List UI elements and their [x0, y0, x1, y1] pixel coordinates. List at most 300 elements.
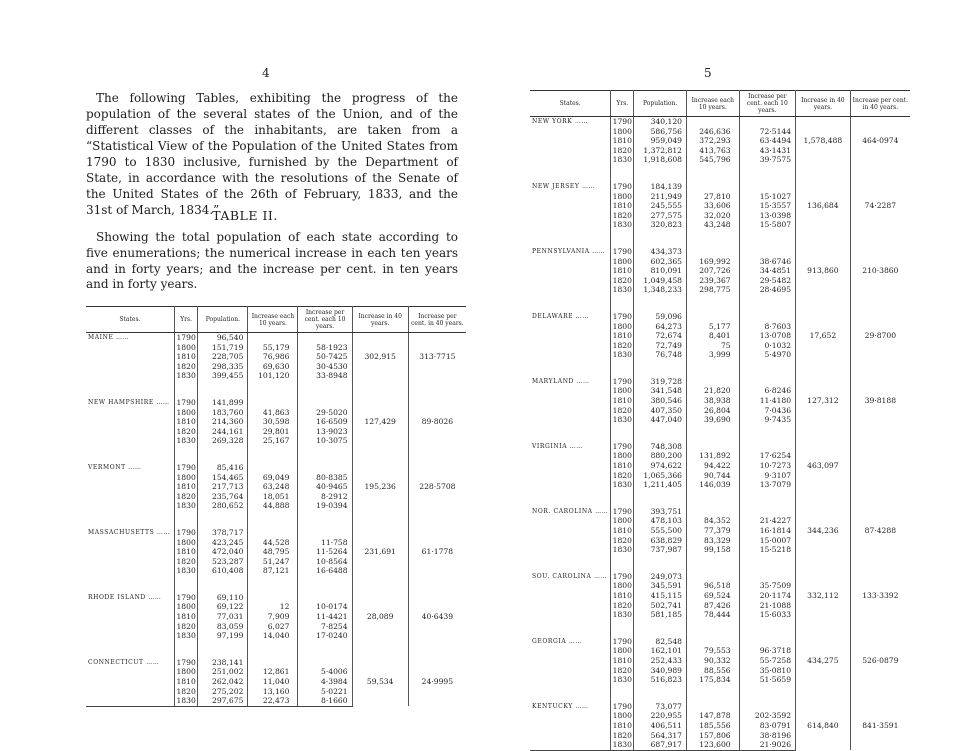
- increase-pct-cell: [298, 658, 352, 668]
- population-cell: 262,042: [198, 677, 248, 687]
- increase-pct-cell: 0·1032: [739, 341, 795, 351]
- state-name-blank: [86, 436, 174, 446]
- state-name-blank: [530, 471, 611, 481]
- spacer-cell: [850, 555, 910, 572]
- spacer-cell: [634, 295, 687, 312]
- year-cell: 1810: [612, 136, 632, 146]
- year-cell: 1830: [612, 740, 632, 750]
- spacer-cell: [611, 620, 634, 637]
- header-increase-pct: Increase per cent. each 10 years.: [739, 91, 795, 117]
- increase-pct-cell: 40·9465: [298, 482, 352, 492]
- year-cell: 1790: [612, 246, 632, 256]
- increase-pct-cell: 30·4530: [298, 362, 352, 372]
- state-name-blank: [530, 591, 611, 601]
- state-name-blank: [530, 211, 611, 221]
- state-spacer: [530, 165, 910, 182]
- increase-pct-cell: 28·4695: [739, 285, 795, 295]
- increase-pct-cell: [298, 463, 352, 473]
- population-cell: 59,096: [634, 312, 687, 322]
- spacer-cell: [298, 576, 352, 593]
- state-name: DELAWARE ……: [532, 312, 589, 320]
- year-cell: 1820: [612, 340, 632, 350]
- table-row: [530, 312, 910, 322]
- left-page: [0, 0, 490, 708]
- population-cell: 502,741: [634, 601, 687, 611]
- population-cell: 610,408: [198, 566, 248, 576]
- increase-pct-cell: 4·3984: [298, 677, 352, 687]
- year-cell: 1790: [612, 376, 632, 386]
- spacer-cell: [687, 685, 740, 702]
- increase-cell: 69,630: [248, 362, 298, 372]
- table-row: [530, 182, 910, 192]
- state-spacer: [530, 685, 910, 702]
- population-cell: 217,713: [198, 482, 248, 492]
- state-name-blank: [530, 341, 611, 351]
- increase-cell: 96,518: [687, 581, 740, 591]
- table-row: [530, 442, 910, 452]
- spacer-cell: [611, 490, 634, 507]
- table-header-row: [530, 91, 910, 117]
- increase-pct-40-cell: 89·8026: [421, 417, 454, 427]
- increase-40-cell: 332,112: [796, 572, 851, 620]
- spacer-cell: [530, 165, 611, 182]
- year-cell: 1820: [174, 622, 197, 632]
- increase-cell: 131,892: [687, 451, 740, 461]
- state-name-blank: [86, 501, 174, 511]
- state-name-blank: [530, 656, 611, 666]
- population-cell: 393,751: [634, 507, 687, 517]
- increase-cell: 101,120: [248, 371, 298, 381]
- table-row: [530, 247, 910, 257]
- increase-cell: [687, 312, 740, 322]
- increase-40-cell: 231,691: [352, 528, 408, 576]
- increase-pct-40-cell: [850, 442, 910, 490]
- population-table-left: [86, 306, 466, 707]
- state-name-blank: [86, 343, 174, 353]
- increase-pct-cell: 13·0708: [739, 331, 795, 341]
- table-title: TABLE II.: [212, 208, 278, 223]
- increase-cell: 33,606: [687, 201, 740, 211]
- increase-cell: [687, 117, 740, 127]
- increase-pct-cell: 50·7425: [298, 352, 352, 362]
- increase-pct-cell: 8·2912: [298, 492, 352, 502]
- increase-pct-cell: 21·1088: [739, 601, 795, 611]
- year-cell: 1820: [174, 557, 197, 567]
- state-name-blank: [86, 557, 174, 567]
- state-name-blank: [530, 331, 611, 341]
- increase-cell: 298,775: [687, 285, 740, 295]
- spacer-cell: [86, 641, 174, 658]
- spacer-cell: [352, 381, 408, 398]
- population-cell: 77,031: [198, 612, 248, 622]
- increase-cell: 239,367: [687, 276, 740, 286]
- population-cell: 423,245: [198, 538, 248, 548]
- increase-cell: [248, 528, 298, 538]
- increase-40-cell: 302,915: [352, 333, 408, 381]
- increase-pct-cell: 34·4851: [739, 266, 795, 276]
- increase-pct-cell: [739, 442, 795, 452]
- spacer-cell: [611, 425, 634, 442]
- increase-cell: 90,332: [687, 656, 740, 666]
- spacer-cell: [739, 425, 795, 442]
- increase-pct-cell: 10·0174: [298, 602, 352, 612]
- state-name-blank: [530, 386, 611, 396]
- state-name-blank: [86, 427, 174, 437]
- state-name-blank: [530, 136, 611, 146]
- year-cell: 1800: [612, 321, 632, 331]
- table-row: [530, 377, 910, 387]
- state-name-blank: [530, 257, 611, 267]
- spacer-cell: [796, 490, 851, 507]
- year-cell: 1830: [174, 696, 197, 706]
- population-cell: 340,989: [634, 666, 687, 676]
- header-increase-40: Increase in 40 years.: [352, 307, 408, 333]
- increase-pct-40-cell: 464·0974: [862, 136, 899, 146]
- population-cell: 345,591: [634, 581, 687, 591]
- spacer-cell: [850, 685, 910, 702]
- population-cell: 737,987: [634, 545, 687, 555]
- increase-pct-cell: 11·4421: [298, 612, 352, 622]
- table-row: [86, 658, 466, 668]
- state-name-blank: [530, 526, 611, 536]
- population-cell: 1,065,366: [634, 471, 687, 481]
- population-cell: 1,049,458: [634, 276, 687, 286]
- spacer-cell: [198, 381, 248, 398]
- population-cell: 1,372,812: [634, 146, 687, 156]
- increase-pct-40-cell: 210·3860: [862, 266, 899, 276]
- spacer-cell: [850, 490, 910, 507]
- increase-pct-cell: [739, 247, 795, 257]
- spacer-cell: [687, 425, 740, 442]
- population-cell: 974,622: [634, 461, 687, 471]
- increase-cell: 372,293: [687, 136, 740, 146]
- spacer-cell: [86, 511, 174, 528]
- increase-pct-cell: 29·5020: [298, 408, 352, 418]
- state-name-blank: [530, 536, 611, 546]
- year-cell: 1830: [612, 285, 632, 295]
- population-cell: 1,348,233: [634, 285, 687, 295]
- spacer-cell: [739, 360, 795, 377]
- population-cell: 415,115: [634, 591, 687, 601]
- population-cell: 280,652: [198, 501, 248, 511]
- year-cell: 1820: [174, 362, 197, 372]
- year-cell: 1790: [174, 593, 197, 603]
- spacer-cell: [530, 425, 611, 442]
- table-row: [86, 463, 466, 473]
- header-increase-pct-40: Increase per cent. in 40 years.: [850, 91, 910, 117]
- spacer-cell: [739, 490, 795, 507]
- increase-pct-40-cell: 87·4288: [864, 526, 897, 535]
- population-cell: 76,748: [634, 350, 687, 360]
- table-row: [530, 637, 910, 647]
- increase-40-cell: 463,097: [796, 442, 851, 490]
- increase-cell: 83,329: [687, 536, 740, 546]
- spacer-cell: [796, 230, 851, 247]
- year-cell: 1830: [612, 220, 632, 230]
- increase-pct-cell: 16·6488: [298, 566, 352, 576]
- population-cell: 72,674: [634, 331, 687, 341]
- year-cell: 1800: [612, 386, 632, 396]
- spacer-cell: [248, 511, 298, 528]
- year-cell: 1810: [612, 655, 632, 665]
- year-cell: 1800: [612, 581, 632, 591]
- spacer-cell: [298, 511, 352, 528]
- spacer-cell: [408, 511, 466, 528]
- state-name: VERMONT ……: [88, 463, 142, 471]
- header-increase-pct: Increase per cent. each 10 years.: [298, 307, 352, 333]
- spacer-cell: [174, 641, 197, 658]
- state-name-blank: [86, 371, 174, 381]
- state-name-blank: [86, 547, 174, 557]
- increase-cell: 146,039: [687, 480, 740, 490]
- state-name-blank: [530, 146, 611, 156]
- state-name-blank: [86, 362, 174, 372]
- increase-pct-cell: 80·8385: [298, 473, 352, 483]
- increase-pct-cell: 35·7509: [739, 581, 795, 591]
- population-cell: 251,002: [198, 667, 248, 677]
- increase-pct-cell: 15·5807: [739, 220, 795, 230]
- increase-cell: 99,158: [687, 545, 740, 555]
- population-cell: 581,185: [634, 610, 687, 620]
- year-cell: 1800: [174, 667, 197, 677]
- state-spacer: [86, 641, 466, 658]
- population-cell: 1,918,608: [634, 155, 687, 165]
- year-cell: 1810: [612, 461, 632, 471]
- year-cell: 1800: [612, 646, 632, 656]
- year-cell: 1790: [612, 701, 632, 711]
- increase-cell: 413,763: [687, 146, 740, 156]
- increase-cell: 78,444: [687, 610, 740, 620]
- increase-40-cell: 127,312: [796, 377, 851, 425]
- table-row: [86, 528, 466, 538]
- state-name: VIRGINIA ……: [532, 442, 583, 450]
- header-population: Population.: [198, 307, 248, 333]
- spacer-cell: [530, 490, 611, 507]
- spacer-cell: [850, 360, 910, 377]
- increase-pct-40-cell: 39·8188: [864, 396, 897, 406]
- state-name: GEORGIA ……: [532, 637, 583, 645]
- population-cell: 82,548: [634, 637, 687, 647]
- population-cell: 64,273: [634, 322, 687, 332]
- state-name-blank: [530, 646, 611, 656]
- spacer-cell: [796, 620, 851, 637]
- spacer-cell: [198, 641, 248, 658]
- increase-cell: 30,598: [248, 417, 298, 427]
- spacer-cell: [634, 425, 687, 442]
- increase-pct-cell: 15·6033: [739, 610, 795, 620]
- increase-pct-cell: 21·9026: [739, 740, 795, 750]
- population-cell: 235,764: [198, 492, 248, 502]
- state-name-blank: [530, 201, 611, 211]
- year-cell: 1830: [174, 371, 197, 381]
- increase-cell: 26,804: [687, 406, 740, 416]
- increase-pct-40-cell: 29·8700: [864, 331, 897, 341]
- state-spacer: [530, 425, 910, 442]
- population-cell: 249,073: [634, 572, 687, 582]
- population-cell: 83,059: [198, 622, 248, 632]
- year-cell: 1790: [174, 398, 197, 408]
- year-cell: 1830: [174, 631, 197, 641]
- year-cell: 1830: [612, 675, 632, 685]
- population-cell: 214,360: [198, 417, 248, 427]
- increase-pct-cell: 10·7273: [739, 461, 795, 471]
- state-name-blank: [86, 631, 174, 641]
- increase-pct-40-cell: 526·0879: [862, 655, 899, 665]
- state-name: PENNSYLVANIA ……: [532, 247, 606, 255]
- spacer-cell: [796, 165, 851, 182]
- year-cell: 1810: [612, 590, 632, 600]
- population-cell: 97,199: [198, 631, 248, 641]
- state-name-blank: [530, 276, 611, 286]
- year-cell: 1810: [612, 266, 632, 276]
- state-name-blank: [530, 350, 611, 360]
- table-row: [86, 398, 466, 408]
- year-cell: 1830: [612, 155, 632, 165]
- year-cell: 1810: [174, 352, 197, 362]
- increase-pct-cell: 35·0810: [739, 666, 795, 676]
- population-cell: 472,040: [198, 547, 248, 557]
- increase-pct-cell: 5·4006: [298, 667, 352, 677]
- table-row: [530, 507, 910, 517]
- population-cell: 880,200: [634, 451, 687, 461]
- population-cell: 162,101: [634, 646, 687, 656]
- year-cell: 1790: [174, 528, 197, 538]
- state-name-blank: [86, 622, 174, 632]
- increase-cell: [248, 593, 298, 603]
- state-name-blank: [530, 451, 611, 461]
- increase-cell: 38,938: [687, 396, 740, 406]
- spacer-cell: [850, 425, 910, 442]
- population-cell: 154,465: [198, 473, 248, 483]
- state-name-blank: [530, 220, 611, 230]
- population-cell: 319,728: [634, 377, 687, 387]
- state-name-blank: [530, 155, 611, 165]
- state-name-blank: [86, 667, 174, 677]
- spacer-cell: [739, 555, 795, 572]
- population-cell: 447,040: [634, 415, 687, 425]
- increase-cell: 12,861: [248, 667, 298, 677]
- year-cell: 1800: [612, 256, 632, 266]
- population-cell: 69,110: [198, 593, 248, 603]
- state-spacer: [530, 295, 910, 312]
- year-cell: 1800: [174, 538, 197, 548]
- year-cell: 1830: [612, 610, 632, 620]
- state-name: MAINE ……: [88, 334, 130, 341]
- spacer-cell: [198, 511, 248, 528]
- state-name: MASSACHUSETTS ……: [88, 528, 171, 536]
- population-cell: 184,139: [634, 182, 687, 192]
- population-cell: 183,760: [198, 408, 248, 418]
- population-cell: 478,103: [634, 516, 687, 526]
- spacer-cell: [198, 446, 248, 463]
- state-name-blank: [86, 566, 174, 576]
- population-cell: 73,077: [634, 702, 687, 712]
- spacer-cell: [408, 381, 466, 398]
- year-cell: 1820: [174, 492, 197, 502]
- state-name-blank: [530, 516, 611, 526]
- increase-cell: 14,040: [248, 631, 298, 641]
- increase-pct-cell: 15·3557: [739, 201, 795, 211]
- header-increase-40: Increase in 40 years.: [796, 91, 851, 117]
- spacer-cell: [611, 555, 634, 572]
- increase-cell: 27,810: [687, 192, 740, 202]
- spacer-cell: [174, 576, 197, 593]
- population-cell: 378,717: [198, 528, 248, 538]
- header-population: Population.: [634, 91, 687, 117]
- population-cell: 748,308: [634, 442, 687, 452]
- increase-cell: 18,051: [248, 492, 298, 502]
- spacer-cell: [634, 555, 687, 572]
- year-cell: 1800: [612, 126, 632, 136]
- state-name-blank: [530, 396, 611, 406]
- increase-cell: 87,426: [687, 601, 740, 611]
- increase-pct-cell: 55·7258: [739, 656, 795, 666]
- spacer-cell: [86, 446, 174, 463]
- spacer-cell: [298, 381, 352, 398]
- year-cell: 1810: [174, 417, 197, 427]
- spacer-cell: [739, 165, 795, 182]
- increase-pct-cell: [298, 528, 352, 538]
- state-name-blank: [530, 127, 611, 137]
- increase-pct-cell: 13·0398: [739, 211, 795, 221]
- header-increase-pct-40: Increase per cent. in 40 years.: [408, 307, 466, 333]
- state-name-blank: [86, 482, 174, 492]
- increase-cell: [687, 507, 740, 517]
- spacer-cell: [687, 620, 740, 637]
- spacer-cell: [796, 555, 851, 572]
- year-cell: 1820: [612, 275, 632, 285]
- increase-cell: 69,049: [248, 473, 298, 483]
- increase-cell: 84,352: [687, 516, 740, 526]
- increase-pct-cell: 7·8254: [298, 622, 352, 632]
- increase-pct-cell: 17·6254: [739, 451, 795, 461]
- state-name-blank: [86, 696, 174, 706]
- spacer-cell: [530, 555, 611, 572]
- increase-pct-cell: [739, 182, 795, 192]
- header-increase-each: Increase each 10 years.: [248, 307, 298, 333]
- table-row: [530, 702, 910, 712]
- year-cell: 1790: [612, 311, 632, 321]
- spacer-cell: [634, 360, 687, 377]
- increase-cell: [687, 247, 740, 257]
- spacer-cell: [850, 230, 910, 247]
- increase-cell: 185,556: [687, 721, 740, 731]
- year-cell: 1810: [612, 331, 632, 341]
- state-name-blank: [530, 285, 611, 295]
- state-name-blank: [530, 675, 611, 685]
- state-name-blank: [530, 461, 611, 471]
- spacer-cell: [611, 295, 634, 312]
- spacer-cell: [611, 165, 634, 182]
- increase-cell: [687, 377, 740, 387]
- state-name-blank: [530, 601, 611, 611]
- increase-pct-40-cell: 40·6439: [421, 612, 454, 622]
- increase-cell: 55,179: [248, 343, 298, 353]
- spacer-cell: [408, 641, 466, 658]
- increase-cell: 13,160: [248, 687, 298, 697]
- state-name-blank: [86, 417, 174, 427]
- population-cell: 959,049: [634, 136, 687, 146]
- increase-40-cell: 28,089: [352, 593, 408, 641]
- population-cell: 638,829: [634, 536, 687, 546]
- spacer-cell: [530, 360, 611, 377]
- population-cell: 245,555: [634, 201, 687, 211]
- state-name-blank: [530, 721, 611, 731]
- increase-cell: 79,553: [687, 646, 740, 656]
- spacer-cell: [530, 295, 611, 312]
- increase-cell: 175,834: [687, 675, 740, 685]
- spacer-cell: [796, 295, 851, 312]
